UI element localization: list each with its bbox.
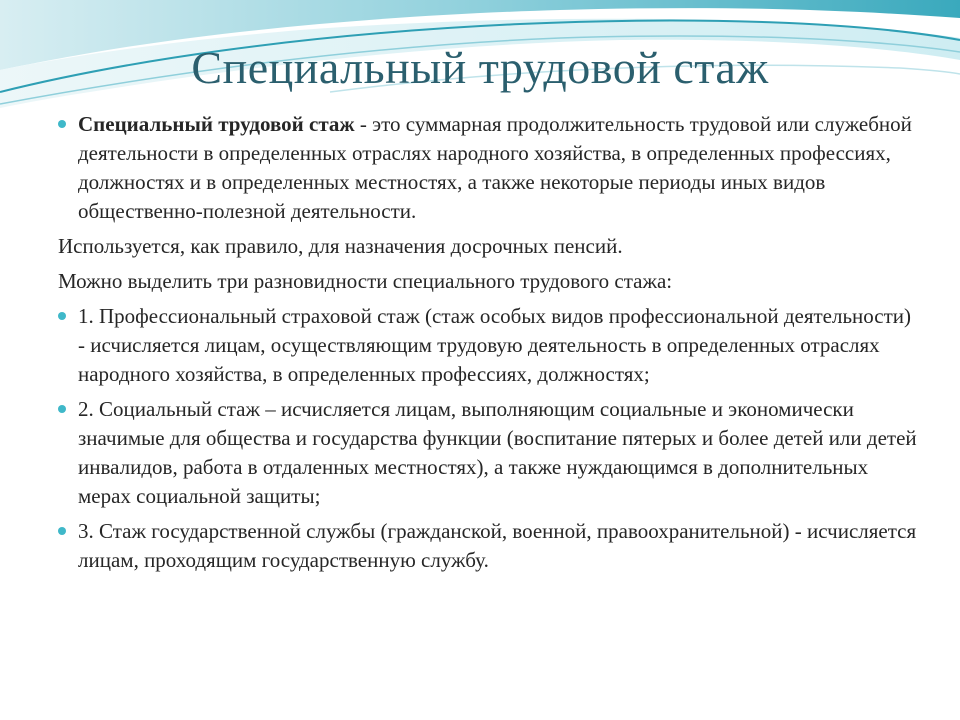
slide-title: Специальный трудовой стаж bbox=[191, 42, 769, 93]
slide-body bbox=[58, 110, 918, 581]
type-item-civil-service bbox=[58, 517, 918, 575]
definition-paragraph bbox=[58, 110, 918, 226]
type-item-text: 2. Социальный стаж – исчисляется лицам, выполняющим социальные и экономически значимые для общества и государства функции (воспитание пятерых и более детей или детей инвалидов, работа в отдаленных местностях), а также нуждающимся в дополнительных мерах социальной защиты; bbox=[78, 397, 917, 508]
type-item-text: 1. Профессиональный страховой стаж (стаж особых видов профессиональной деятельности) - исчисляется лицам, осуществляющим трудовую деятельность в определенных отраслях народного хозяйства, в определенных профессиях, должностях; bbox=[78, 304, 912, 386]
usage-line: Используется, как правило, для назначения досрочных пенсий. bbox=[58, 234, 623, 258]
bullet-icon bbox=[58, 527, 66, 535]
type-item-professional bbox=[58, 302, 918, 389]
type-item-text: 3. Стаж государственной службы (гражданской, военной, правоохранительной) - исчисляется лицам, проходящим государственную службу. bbox=[78, 519, 917, 572]
definition-text: - это суммарная продолжительность трудовой или служебной деятельности в определенных отраслях народного хозяйства, в определенных профессиях, должностях и в определенных местностях, а также некоторые периоды иных видов общественно-полезной деятельности. bbox=[78, 112, 912, 223]
types-intro: Можно выделить три разновидности специального трудового стажа: bbox=[58, 269, 673, 293]
bullet-icon bbox=[58, 405, 66, 413]
bullet-icon bbox=[58, 312, 66, 320]
type-item-social bbox=[58, 395, 918, 511]
definition-term: Специальный трудовой стаж bbox=[78, 112, 355, 136]
bullet-icon bbox=[58, 120, 66, 128]
